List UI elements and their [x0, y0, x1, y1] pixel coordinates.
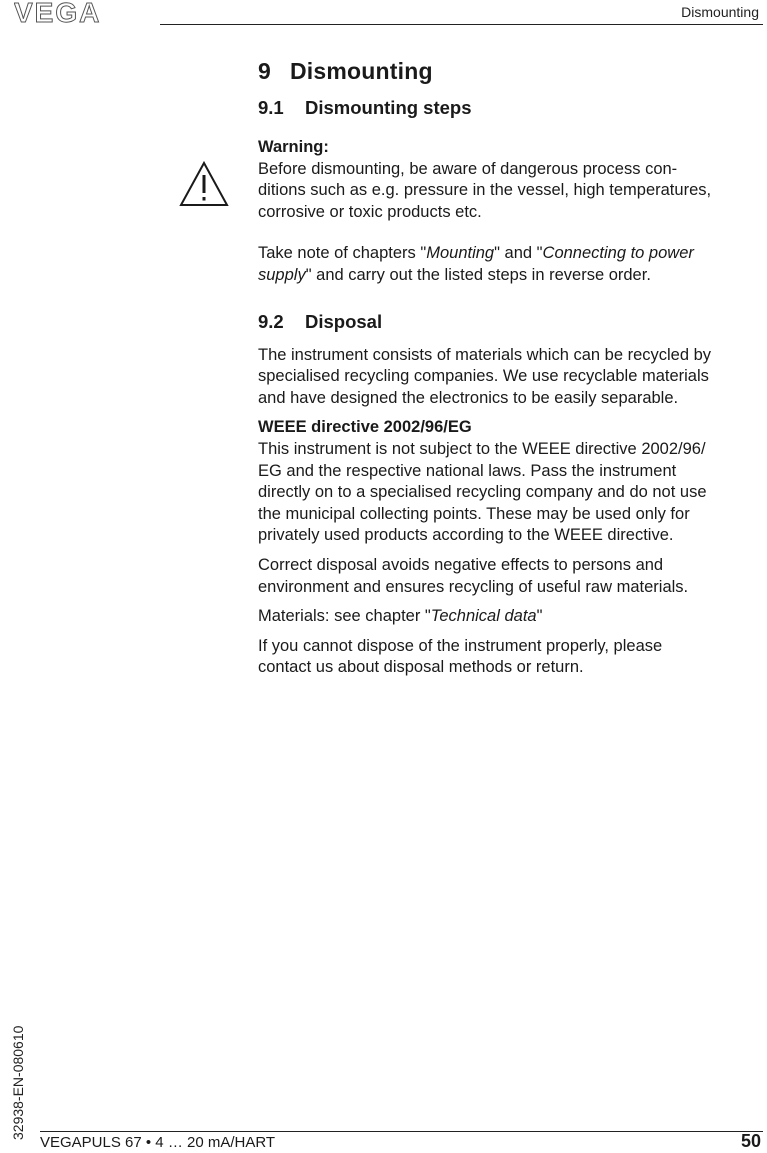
note-text: " and carry out the listed steps in reverse order. — [305, 265, 651, 284]
disposal-line: The instrument consists of materials which can be recycled by — [258, 345, 712, 364]
weee-line: privately used products according to the WEEE directive. — [258, 526, 674, 545]
page-content — [258, 58, 766, 679]
logo-text: VEGA — [14, 0, 102, 26]
warning-line: Before dismounting, be aware of dangerous process con- — [258, 159, 678, 178]
correct-disposal-line: environment and ensures recycling of useful raw materials. — [258, 577, 689, 596]
section-number: 9.2 — [258, 310, 284, 332]
weee-line: directly on to a specialised recycling company and do not use — [258, 483, 707, 502]
section-heading-disposal — [258, 311, 766, 333]
chapter-title: Dismounting — [290, 58, 433, 84]
section-heading-steps — [258, 97, 766, 119]
vega-logo — [14, 0, 154, 26]
header-title: Dismounting — [681, 4, 759, 20]
weee-title: WEEE directive 2002/96/EG — [258, 418, 472, 437]
chapter-link-mounting[interactable]: Mounting — [426, 244, 495, 263]
note-text: Take note of chapters " — [258, 244, 427, 263]
chapter-link-connecting-cont[interactable]: supply — [258, 265, 306, 284]
note-line-2 — [258, 265, 766, 287]
materials-text: " — [536, 607, 543, 626]
disposal-line: specialised recycling companies. We use recyclable materials — [258, 367, 709, 386]
warning-title: Warning: — [258, 138, 329, 156]
note-text: " and " — [494, 244, 543, 263]
chapter-link-technical-data[interactable]: Technical data — [430, 607, 537, 626]
chapter-link-connecting[interactable]: Connecting to power — [542, 244, 694, 263]
section-title: Dismounting steps — [305, 97, 472, 118]
return-line: If you cannot dispose of the instrument properly, please — [258, 636, 663, 655]
warning-icon — [178, 160, 230, 208]
footer-product: VEGAPULS 67 • 4 … 20 mA/HART — [40, 1134, 276, 1151]
weee-line: EG and the respective national laws. Pass the instrument — [258, 461, 677, 480]
correct-disposal-line: Correct disposal avoids negative effects to persons and — [258, 555, 664, 574]
section-title: Disposal — [305, 310, 383, 332]
header-rule — [160, 24, 763, 25]
return-line: contact us about disposal methods or return. — [258, 658, 584, 677]
disposal-line: and have designed the electronics to be easily separable. — [258, 388, 679, 407]
note-line-1 — [258, 243, 766, 265]
page-number: 50 — [740, 1131, 761, 1151]
warning-line: ditions such as e.g. pressure in the vessel, high temperatures, — [258, 181, 712, 200]
weee-line: the municipal collecting points. These may be used only for — [258, 504, 690, 523]
materials-text: Materials: see chapter " — [258, 607, 431, 626]
section-number: 9.1 — [258, 97, 284, 118]
chapter-number: 9 — [258, 58, 271, 84]
weee-line: This instrument is not subject to the WEEE directive 2002/96/ — [258, 439, 706, 458]
materials-line — [258, 606, 766, 628]
document-code: 32938-EN-080610 — [10, 1025, 26, 1140]
warning-line: corrosive or toxic products etc. — [258, 202, 482, 221]
chapter-heading — [258, 58, 766, 85]
footer-rule — [40, 1131, 763, 1132]
